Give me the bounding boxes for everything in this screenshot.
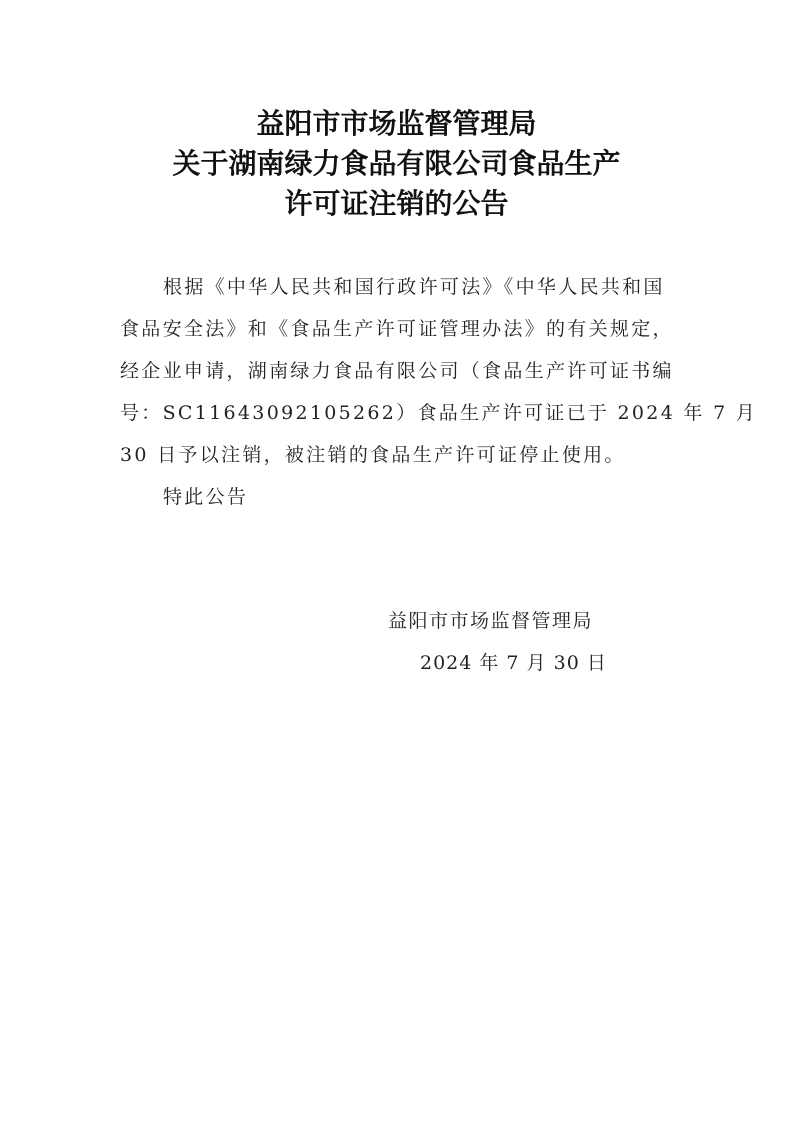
body-paragraph-line-5: 30 日予以注销，被注销的食品生产许可证停止使用。 xyxy=(120,444,626,466)
document-title-line-2: 关于湖南绿力食品有限公司食品生产 xyxy=(172,147,621,180)
closing-statement: 特此公告 xyxy=(163,486,249,508)
body-paragraph-line-4: 号：SC11643092105262）食品生产许可证已于 2024 年 7 月 xyxy=(120,402,758,424)
signature-organization: 益阳市市场监督管理局 xyxy=(388,610,594,632)
body-paragraph-line-3: 经企业申请，湖南绿力食品有限公司（食品生产许可证书编 xyxy=(120,360,674,382)
document-title-line-3: 许可证注销的公告 xyxy=(284,187,509,220)
body-paragraph-line-1: 根据《中华人民共和国行政许可法》《中华人民共和国 xyxy=(163,276,665,298)
document-title-line-1: 益阳市市场监督管理局 xyxy=(256,107,537,140)
signature-date: 2024 年 7 月 30 日 xyxy=(420,652,607,674)
body-paragraph-line-2: 食品安全法》和《食品生产许可证管理办法》的有关规定， xyxy=(120,318,674,340)
